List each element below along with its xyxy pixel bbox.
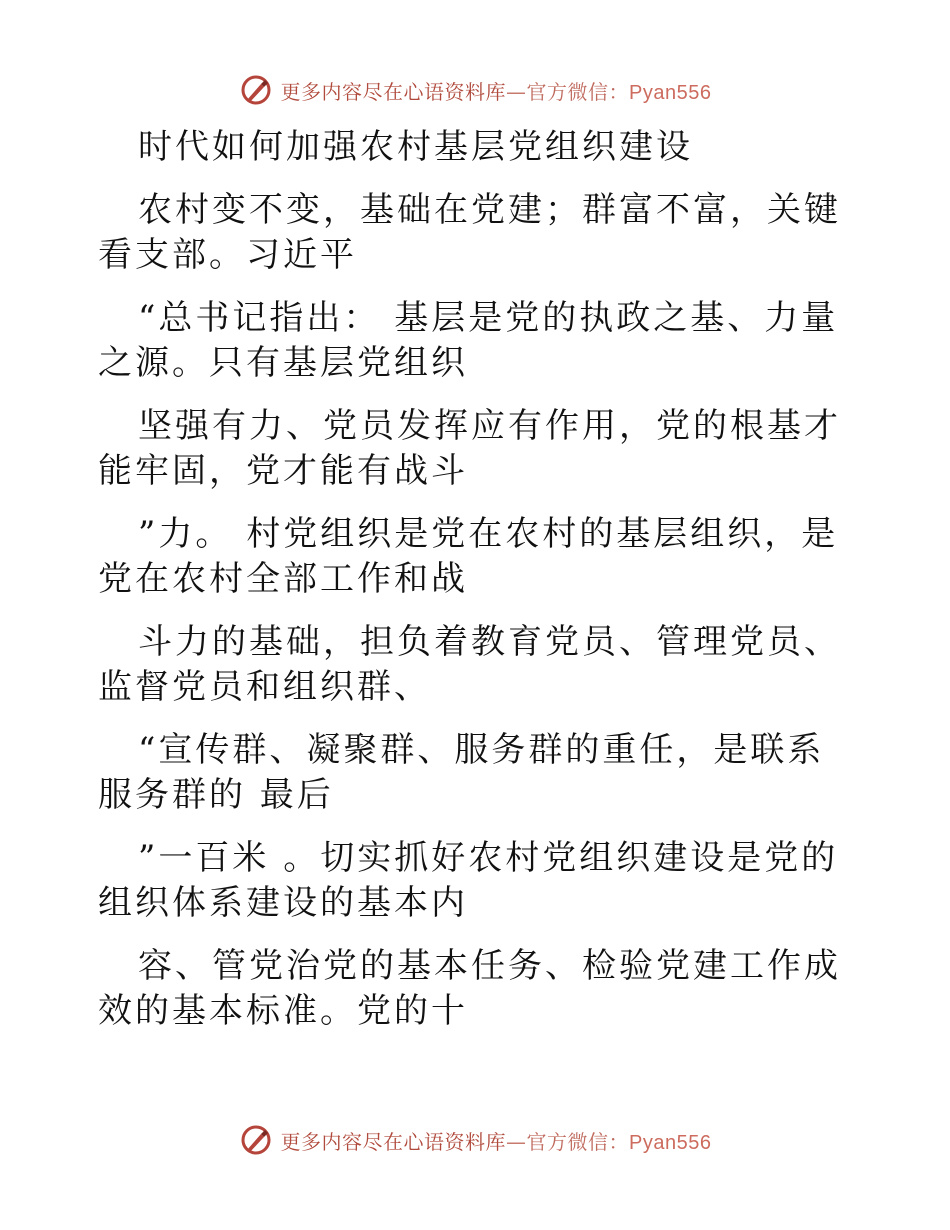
banner-dash: — (506, 1129, 527, 1154)
paragraph: 农村变不变，基础在党建；群富不富，关键看支部。习近平 (98, 189, 841, 275)
paragraph: ”一百米 。切实抓好农村党组织建设是党的组织体系建设的基本内 (98, 837, 839, 923)
paragraph: “宣传群、凝聚群、服务群的重任，是联系服务群的 最后 (98, 729, 825, 815)
header-banner (0, 70, 950, 110)
footer-banner (0, 1120, 950, 1160)
paragraph: 坚强有力、党员发挥应有作用，党的根基才能牢固，党才能有战斗 (98, 405, 841, 491)
pen-logo-icon (239, 1123, 273, 1157)
paragraph: 容、管党治党的基本任务、检验党建工作成效的基本标准。党的十 (98, 945, 841, 1031)
banner-wechat-id: Pyan556 (629, 1131, 712, 1154)
pen-logo-icon (239, 73, 273, 107)
document-body (98, 125, 858, 1052)
banner-title: 更多内容尽在心语资料库 (280, 79, 507, 104)
banner-wechat-label: 官方微信： (526, 1129, 630, 1154)
paragraph: 斗力的基础，担负着教育党员、管理党员、监督党员和组织群、 (98, 621, 841, 707)
paragraph-title: 时代如何加强农村基层党组织建设 (138, 127, 693, 167)
banner-dash: — (506, 79, 527, 104)
banner-title: 更多内容尽在心语资料库 (280, 1129, 507, 1154)
paragraph: “总书记指出： 基层是党的执政之基、力量之源。只有基层党组织 (98, 297, 839, 383)
banner-wechat-id: Pyan556 (629, 81, 712, 104)
paragraph: ”力。 村党组织是党在农村的基层组织，是党在农村全部工作和战 (98, 513, 839, 599)
banner-wechat-label: 官方微信： (526, 79, 630, 104)
